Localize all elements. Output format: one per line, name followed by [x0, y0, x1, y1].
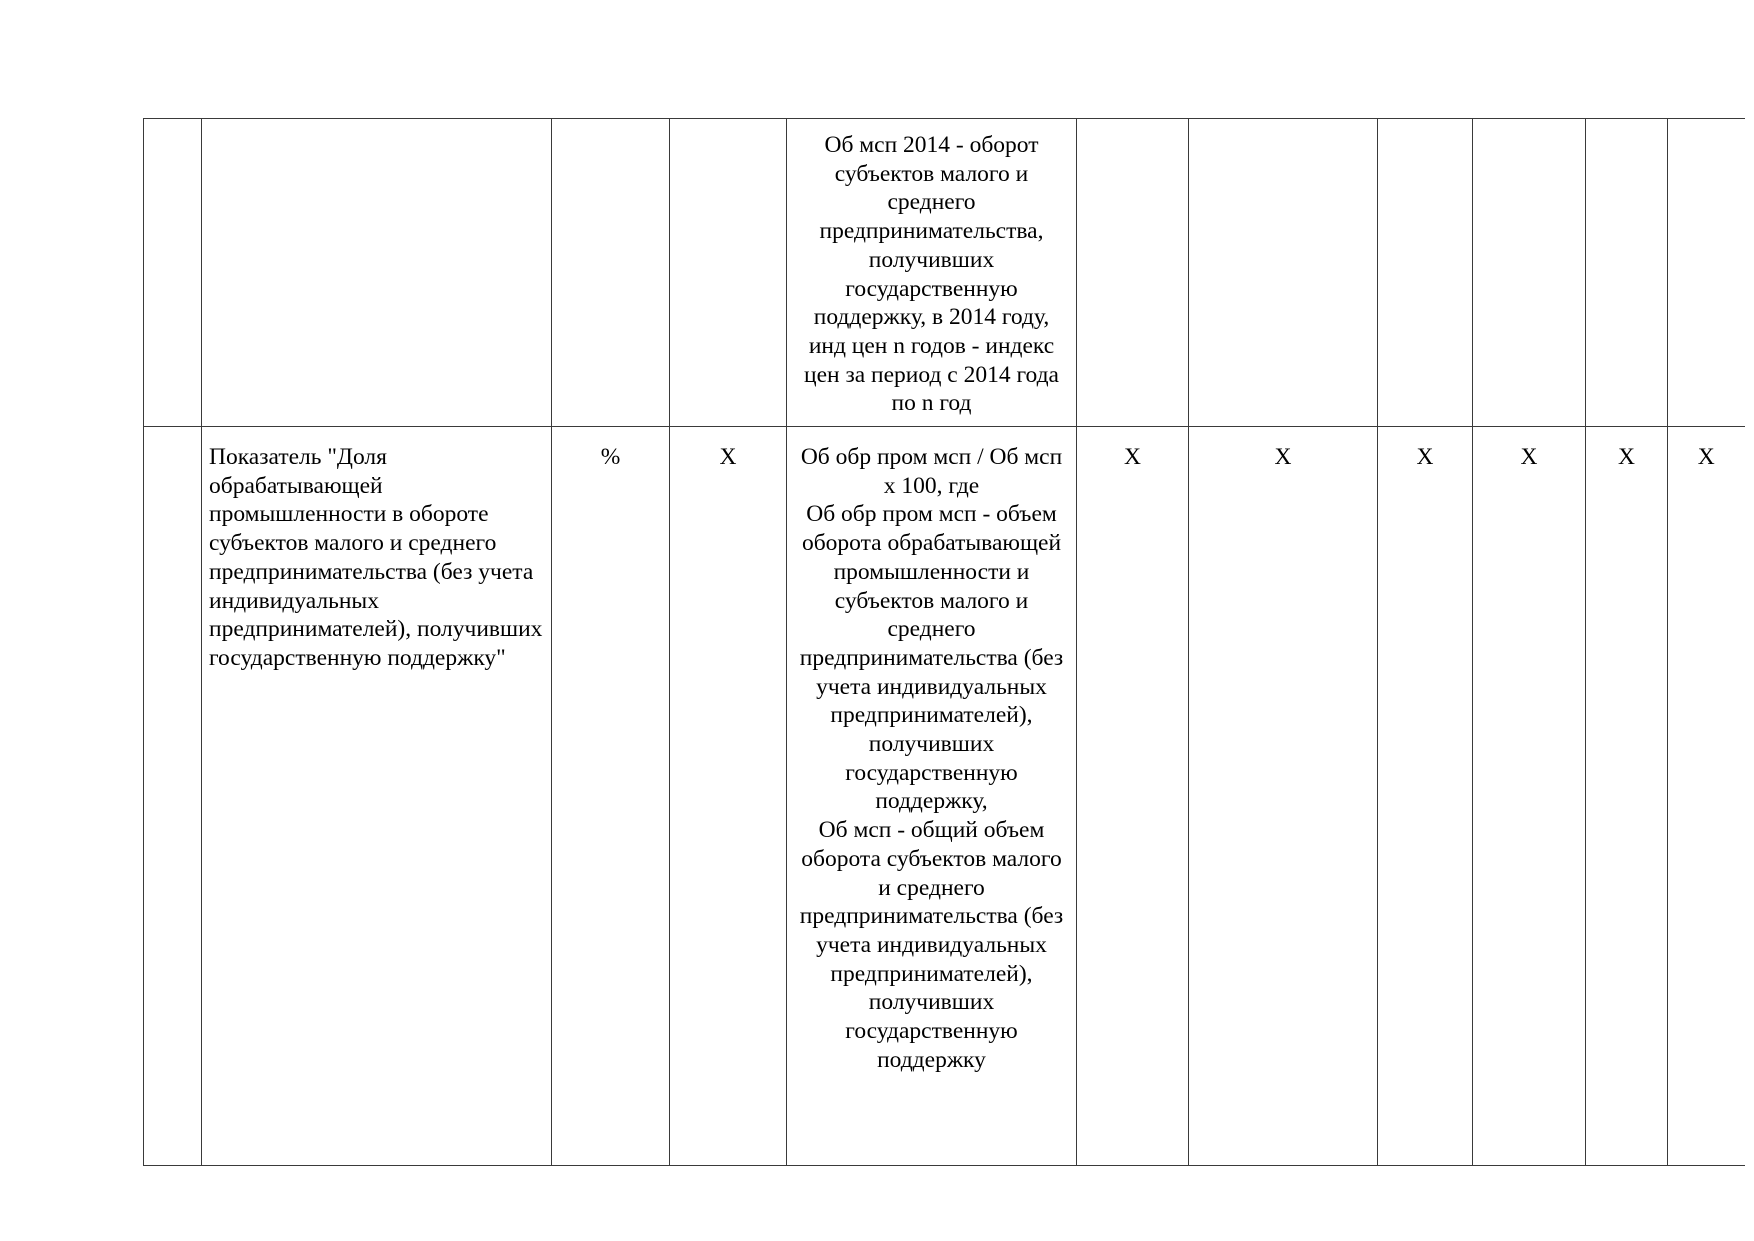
indicator-table: [143, 118, 1745, 1166]
table-row: [144, 427, 1745, 1166]
formula-text: Об обр пром мсп / Об мсп x 100, где: [800, 444, 1063, 499]
cell-col10: X: [1586, 427, 1668, 1166]
cell-unit: %: [552, 427, 670, 1166]
table-row: [144, 119, 1745, 427]
formula-text: Об обр пром мсп - объем оборота обрабатывающей промышленности и субъектов малого и среднего предпринимательства (без учета индивидуальных предпринимателей), получивших государственную поддержку,: [799, 501, 1064, 815]
cell-col4: X: [670, 427, 787, 1166]
cell-col11: [1668, 119, 1745, 427]
cell-indicator: Показатель "Доля обрабатывающей промышленности в обороте субъектов малого и среднего предпринимательства (без учета индивидуальных предпринимателей), получивших государственную поддержку": [202, 427, 552, 1166]
cell-number: [144, 427, 202, 1166]
cell-col10: [1586, 119, 1668, 427]
cell-formula: [787, 119, 1077, 427]
cell-col4: [670, 119, 787, 427]
cell-indicator: [202, 119, 552, 427]
cell-col7: X: [1189, 427, 1378, 1166]
cell-col9: [1473, 119, 1586, 427]
cell-col6: [1077, 119, 1189, 427]
formula-text: Об мсп - общий объем оборота субъектов малого и среднего предпринимательства (без учета индивидуальных предпринимателей), получивших государственную поддержку: [799, 817, 1064, 1073]
cell-col8: X: [1378, 427, 1473, 1166]
cell-col11: X: [1668, 427, 1745, 1166]
cell-unit: [552, 119, 670, 427]
cell-col6: X: [1077, 427, 1189, 1166]
formula-text: Об мсп 2014 - оборот субъектов малого и среднего предпринимательства, получивших государственную поддержку, в 2014 году,: [813, 132, 1050, 331]
cell-number: [144, 119, 202, 427]
cell-col9: X: [1473, 427, 1586, 1166]
cell-col8: [1378, 119, 1473, 427]
cell-formula: [787, 427, 1077, 1166]
formula-text: инд цен n годов - индекс цен за период с 2014 года по n год: [804, 332, 1059, 417]
cell-col7: [1189, 119, 1378, 427]
